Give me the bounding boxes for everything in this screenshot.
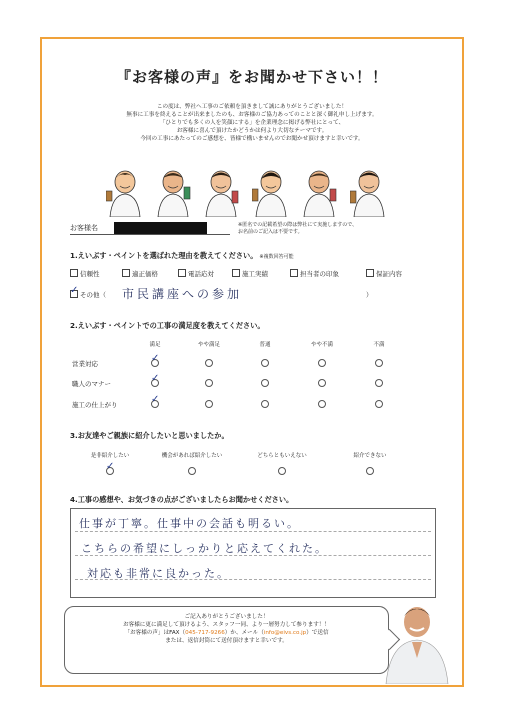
privacy-note-line: お名前のご記入は不要です。 <box>238 229 303 235</box>
q2-radio[interactable] <box>318 379 326 387</box>
staff-illustration-2 <box>154 167 192 217</box>
closing-line: お客様に更に満足して頂けるよう、スタッフ一同、より一層努力して参ります！！ <box>123 622 330 628</box>
intro-line: 今回の工事にあたってのご感想を、皆様で構いませんのでお聞かせ頂けますと幸いです。 <box>140 136 364 142</box>
q2-radio[interactable] <box>375 379 383 387</box>
intro-line: 無事に工事を終えることが出来ましたのも、お客様のご協力あってのことと深く御礼申し上げます。 <box>126 112 378 118</box>
q2-radio[interactable] <box>205 359 213 367</box>
staff-illustration-5 <box>300 167 338 217</box>
q1-note: ※複数回答可能 <box>259 254 294 260</box>
fax-number[interactable]: 045-717-9266 <box>185 630 225 636</box>
q1-other-answer: 市民講座への参加 <box>122 287 243 301</box>
q1-option-warranty[interactable] <box>366 269 402 278</box>
staff-illustration-3 <box>202 167 240 217</box>
closing-text-part: 「お客様の声」はFAX（ <box>124 630 186 636</box>
q1-option-label: 信頼性 <box>80 270 100 278</box>
closing-text-part: ）で送信 <box>306 630 329 636</box>
q1-other-label: その他（ <box>80 291 106 299</box>
q2-row-finish: 施工の仕上がり <box>72 401 118 409</box>
q1-option-other[interactable] <box>70 285 106 299</box>
q3-col-if-chance: 機会があれば紹介したい <box>161 453 223 459</box>
q1-option-phone[interactable] <box>178 269 214 278</box>
q1-option-price[interactable] <box>122 269 158 278</box>
checkbox-checked[interactable] <box>70 285 79 298</box>
email-address[interactable]: info@eivs.co.jp <box>263 630 307 636</box>
q3-col-definitely: 是非紹介したい <box>90 453 130 459</box>
q3-col-undecided: どちらともいえない <box>257 453 307 459</box>
intro-text <box>42 103 462 143</box>
q1-option-label: 保証内容 <box>376 270 402 278</box>
manager-photo <box>384 598 450 684</box>
q2-radio[interactable] <box>261 379 269 387</box>
q1-option-label: 電話応対 <box>188 270 214 278</box>
q2-radio[interactable] <box>375 359 383 367</box>
q3-radio[interactable] <box>278 467 286 475</box>
q3-col-cannot: 紹介できない <box>353 453 387 459</box>
q2-radio[interactable] <box>318 359 326 367</box>
q1-option-label: 適正価格 <box>132 270 158 278</box>
staff-illustration-4 <box>252 167 290 217</box>
q2-col-somewhat-dissatisfied: やや不満 <box>310 342 333 348</box>
intro-line: この度は、弊社へ工事のご依頼を頂きまして誠にありがとうございました！ <box>156 104 348 110</box>
checkbox[interactable] <box>178 269 186 277</box>
closing-speech-bubble <box>64 606 389 674</box>
q2-row-sales: 営業対応 <box>72 360 98 368</box>
q3-radio[interactable] <box>366 467 374 475</box>
intro-line: お客様に喜んで頂けたかどうかは何より大切なテーマです。 <box>176 128 328 134</box>
q1-title <box>70 251 294 261</box>
checkbox[interactable] <box>290 269 298 277</box>
q2-col-satisfied: 満足 <box>149 342 161 348</box>
staff-illustration-6 <box>350 167 388 217</box>
privacy-note <box>238 222 438 236</box>
q2-col-dissatisfied: 不満 <box>373 342 385 348</box>
checkbox[interactable] <box>366 269 374 277</box>
page-title: 『お客様の声』をお聞かせ下さい！！ <box>115 68 388 86</box>
q2-radio[interactable] <box>261 359 269 367</box>
q2-radio[interactable] <box>151 353 160 367</box>
check-mark-icon: ✓ <box>151 353 160 364</box>
customer-name-field[interactable] <box>70 234 230 235</box>
check-mark-icon: ✓ <box>151 394 160 405</box>
q2-title: 2.えいぶす・ペイントでの工事の満足度を教えてください。 <box>70 321 265 330</box>
q1-option-label: 担当者の印象 <box>300 270 339 278</box>
comment-box[interactable] <box>70 508 436 598</box>
q2-radio[interactable] <box>261 400 269 408</box>
comment-line-2: こちらの希望にしっかりと応えてくれた。 <box>81 542 328 555</box>
comment-line-1: 仕事が丁寧。仕事中の会話も明るい。 <box>79 517 300 530</box>
q2-radio[interactable] <box>375 400 383 408</box>
check-mark-icon: ✓ <box>70 285 79 296</box>
q2-col-somewhat-satisfied: やや満足 <box>197 342 220 348</box>
q3-title: 3.お友達やご親族に紹介したいと思いましたか。 <box>70 431 229 440</box>
q1-other-close: ） <box>366 291 373 299</box>
q2-row-manners: 職人のマナー <box>72 380 111 388</box>
q2-radio[interactable] <box>205 379 213 387</box>
customer-name-label: お客様名 <box>70 224 98 232</box>
closing-line: ご記入ありがとうございました！ <box>184 614 269 620</box>
closing-line: または、返信封筒にて送付頂けますと幸いです。 <box>165 638 288 644</box>
q1-title-text: 1.えいぶす・ペイントを選ばれた理由を教えてください。 <box>70 251 258 260</box>
q3-radio[interactable] <box>188 467 196 475</box>
intro-line: 「ひとりでも多くの人を笑顔にする」を企業理念に掲げる弊社にとって、 <box>159 120 345 126</box>
q2-radio[interactable] <box>151 394 160 408</box>
check-mark-icon: ✓ <box>151 373 160 384</box>
q4-title: 4.工事の感想や、お気づきの点がございましたらお聞かせください。 <box>70 495 294 504</box>
q3-radio[interactable] <box>106 461 115 475</box>
closing-text-part: ）か、メール（ <box>224 630 264 636</box>
q2-radio[interactable] <box>151 373 160 387</box>
closing-line-contact <box>65 629 388 637</box>
privacy-note-line: ※匿名での記載希望の際は弊社にて実施しますので、 <box>238 222 358 228</box>
q1-option-reliability[interactable] <box>70 269 100 278</box>
closing-text <box>65 613 388 645</box>
q2-col-neutral: 普通 <box>259 342 271 348</box>
comment-rule <box>75 531 431 532</box>
checkbox[interactable] <box>70 269 78 277</box>
checkbox[interactable] <box>122 269 130 277</box>
q2-radio[interactable] <box>205 400 213 408</box>
q2-radio[interactable] <box>318 400 326 408</box>
checkbox[interactable] <box>232 269 240 277</box>
staff-illustration-1 <box>106 167 144 217</box>
comment-line-3: 対応も非常に良かった。 <box>87 567 230 580</box>
q1-option-track-record[interactable] <box>232 269 268 278</box>
redacted-customer-name <box>114 222 207 234</box>
q1-option-staff-impression[interactable] <box>290 269 339 278</box>
check-mark-icon: ✓ <box>106 461 115 472</box>
q1-option-label: 施工実績 <box>242 270 268 278</box>
